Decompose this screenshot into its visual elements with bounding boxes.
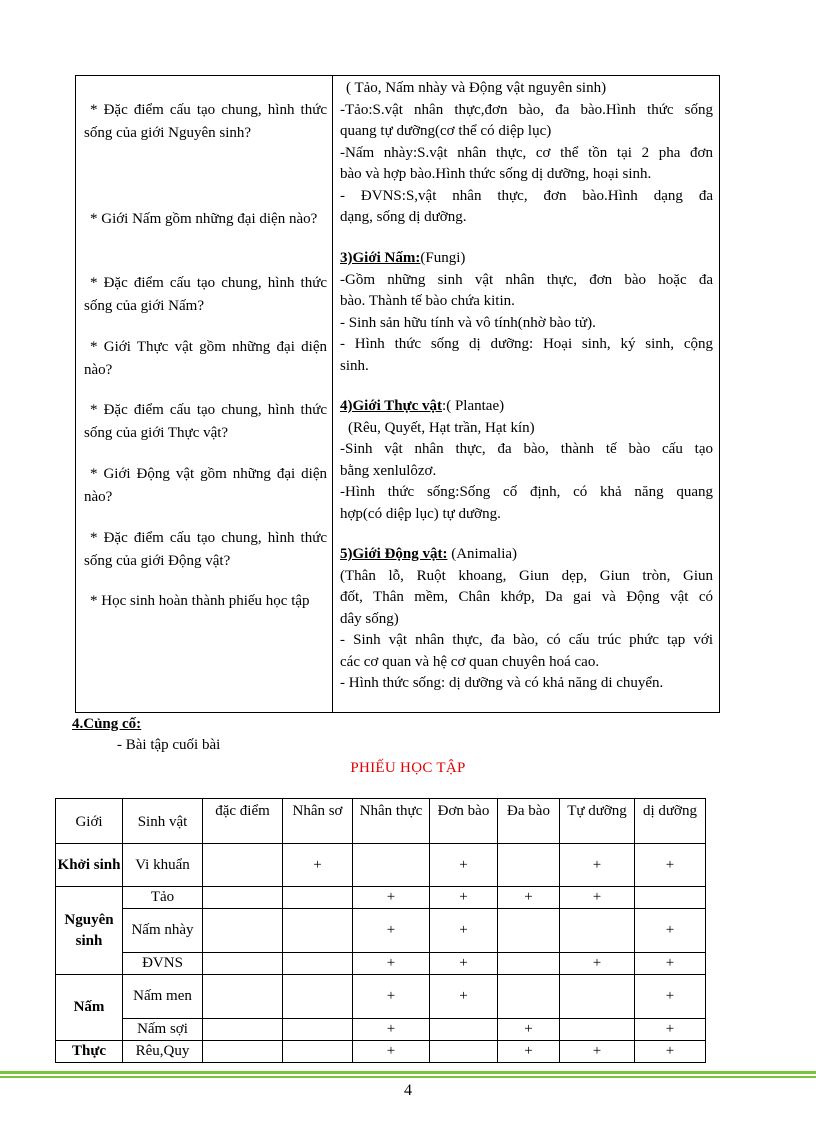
mark-cell: + [353,953,430,975]
mark-cell: + [635,1019,706,1041]
animalia-line: các cơ quan và hệ cơ quan chuyên hoá cao. [340,653,600,670]
plantae-heading: 4)Giới Thực vật [340,398,443,414]
question-animalia-features: * Đặc điểm cấu tạo chung, hình thức sống của giới Động vật? [84,530,327,569]
mark-cell: + [430,887,498,909]
mark-cell [203,953,283,975]
mark-cell: + [560,887,635,909]
table-row [56,975,706,1019]
protista-line: -Tảo:S.vật nhân thực,đơn bào, đa bào.Hình thức sống [340,101,713,118]
header-cell: Nhân sơ [283,799,353,844]
question-complete-worksheet: * Học sinh hoàn thành phiếu học tập [90,593,310,609]
mark-cell [283,909,353,953]
mark-cell [430,1019,498,1041]
mark-cell [203,887,283,909]
animalia-members: dây sống) [340,610,399,627]
group-cell: Nguyên sinh [56,887,123,975]
mark-cell [353,844,430,887]
mark-cell: + [498,1019,560,1041]
protista-line: quang tự dưỡng(cơ thể có diệp lục) [340,123,552,139]
mark-cell [560,909,635,953]
fungi-latin: (Fungi) [420,250,466,266]
mark-cell [498,975,560,1019]
group-cell: Nấm [56,975,123,1041]
organism-cell: Nấm sợi [123,1019,203,1041]
question-fungi-features: * Đặc điểm cấu tạo chung, hình thức sống của giới Nấm? [84,275,327,314]
mark-cell: + [430,975,498,1019]
protista-members: ( Tảo, Nấm nhày và Động vật nguyên sinh) [346,80,607,96]
header-cell: Tự dưỡng [560,799,635,844]
mark-cell: + [498,1041,560,1063]
fungi-heading: 3)Giới Nấm: [340,250,421,266]
plantae-line: bằng xenlulôzơ. [340,462,437,479]
mark-cell [203,975,283,1019]
header-cell: Đa bào [498,799,560,844]
header-cell: Đơn bào [430,799,498,844]
animalia-members: đốt, Thân mềm, Chân khớp, Da gai và Động vật có [340,589,713,605]
organism-cell: Tảo [123,887,203,909]
section-item: - Bài tập cuối bài [117,737,221,753]
mark-cell [498,909,560,953]
header-row [56,799,706,844]
mark-cell: + [635,953,706,975]
mark-cell [560,975,635,1019]
header-cell: dị dưỡng [635,799,706,844]
mark-cell [283,953,353,975]
protista-line: - ĐVNS:S,vật nhân thực, đơn bào.Hình dạng đa [340,187,713,204]
mark-cell [635,887,706,909]
question-animalia-members: * Giới Động vật gồm những đại diện nào? [84,466,327,505]
fungi-line: sinh. [340,357,369,374]
mark-cell [203,844,283,887]
animalia-members: (Thân lỗ, Ruột khoang, Giun dẹp, Giun tròn, Giun [340,567,713,584]
page-number: 4 [404,1082,412,1099]
mark-cell: + [353,975,430,1019]
group-cell: Khởi sinh [56,844,123,887]
protista-answer [340,78,713,229]
mark-cell [283,1019,353,1041]
table-row [56,1019,706,1041]
table-row [56,887,706,909]
question-plantae-members: * Giới Thực vật gồm những đại diện nào? [84,339,327,378]
protista-line: dạng, sống dị dưỡng. [340,209,467,225]
mark-cell: + [635,975,706,1019]
mark-cell [283,1041,353,1063]
fungi-line: - Hình thức sống dị dưỡng: Hoại sinh, ký sinh, cộng [340,336,713,352]
table-row [56,953,706,975]
mark-cell: + [560,953,635,975]
header-cell: đặc điểm [203,799,283,844]
footer-rule [0,1071,816,1074]
mark-cell: + [353,887,430,909]
plantae-line: -Sinh vật nhân thực, đa bào, thành tế bào cấu tạo [340,441,713,457]
table-row [56,844,706,887]
table-row [56,1041,706,1063]
protista-line: -Nấm nhày:S.vật nhân thực, cơ thể tồn tại 2 pha đơn [340,144,713,161]
mark-cell: + [353,1019,430,1041]
mark-cell: + [283,844,353,887]
fungi-line: -Gồm những sinh vật nhân thực, đơn bào hoặc đa [340,271,713,288]
plantae-members: (Rêu, Quyết, Hạt trần, Hạt kín) [348,419,535,436]
question-fungi-members: * Giới Nấm gồm những đại diện nào? [90,211,318,227]
mark-cell: + [430,909,498,953]
mark-cell: + [560,1041,635,1063]
plantae-answer [340,396,713,525]
animalia-heading: 5)Giới Động vật: [340,546,448,562]
mark-cell: + [353,909,430,953]
plantae-line: -Hình thức sống:Sống cố định, có khả năng quang [340,484,713,500]
mark-cell: + [498,887,560,909]
organism-cell: Vi khuẩn [123,844,203,887]
header-cell: Sinh vật [123,799,203,844]
question-plantae-features: * Đặc điểm cấu tạo chung, hình thức sống của giới Thực vật? [84,402,327,441]
section-title: 4.Củng cố: [72,716,142,732]
plantae-latin: :( Plantae) [442,398,505,414]
mark-cell: + [635,1041,706,1063]
mark-cell: + [635,909,706,953]
column-divider [332,76,333,712]
mark-cell [283,887,353,909]
mark-cell: + [353,1041,430,1063]
plantae-line: hợp(có diệp lục) tự dưỡng. [340,505,501,522]
mark-cell [560,1019,635,1041]
worksheet-table [55,798,706,1063]
group-cell: Thực [56,1041,123,1063]
mark-cell [283,975,353,1019]
mark-cell [498,953,560,975]
mark-cell: + [430,844,498,887]
organism-cell: Nấm men [123,975,203,1019]
mark-cell [430,1041,498,1063]
protista-line: bào và hợp bào.Hình thức sống dị dưỡng, hoại sinh. [340,166,652,182]
question-protista-features: * Đặc điểm cấu tạo chung, hình thức sống của giới Nguyên sinh? [84,102,327,141]
organism-cell: ĐVNS [123,953,203,975]
mark-cell: + [635,844,706,887]
organism-cell: Nấm nhày [123,909,203,953]
content-table [75,75,720,713]
worksheet-title: PHIẾU HỌC TẬP [350,760,466,776]
mark-cell: + [560,844,635,887]
header-cell: Nhân thực [353,799,430,844]
fungi-line: bào. Thành tế bào chứa kitin. [340,293,515,309]
mark-cell [498,844,560,887]
animalia-line: - Sinh vật nhân thực, đa bào, có cấu trúc phức tạp với [340,632,713,648]
mark-cell: + [430,953,498,975]
fungi-line: - Sinh sản hữu tính và vô tính(nhờ bào tử). [340,314,596,331]
animalia-latin: (Animalia) [451,546,518,562]
organism-cell: Rêu,Quy [123,1041,203,1063]
mark-cell [203,1041,283,1063]
animalia-line: - Hình thức sống: dị dưỡng và có khả năng di chuyển. [340,675,664,691]
animalia-answer [340,544,713,695]
fungi-answer [340,248,713,377]
table-row [56,909,706,953]
header-cell: Giới [56,799,123,844]
footer-rule [0,1076,816,1078]
mark-cell [203,1019,283,1041]
mark-cell [203,909,283,953]
